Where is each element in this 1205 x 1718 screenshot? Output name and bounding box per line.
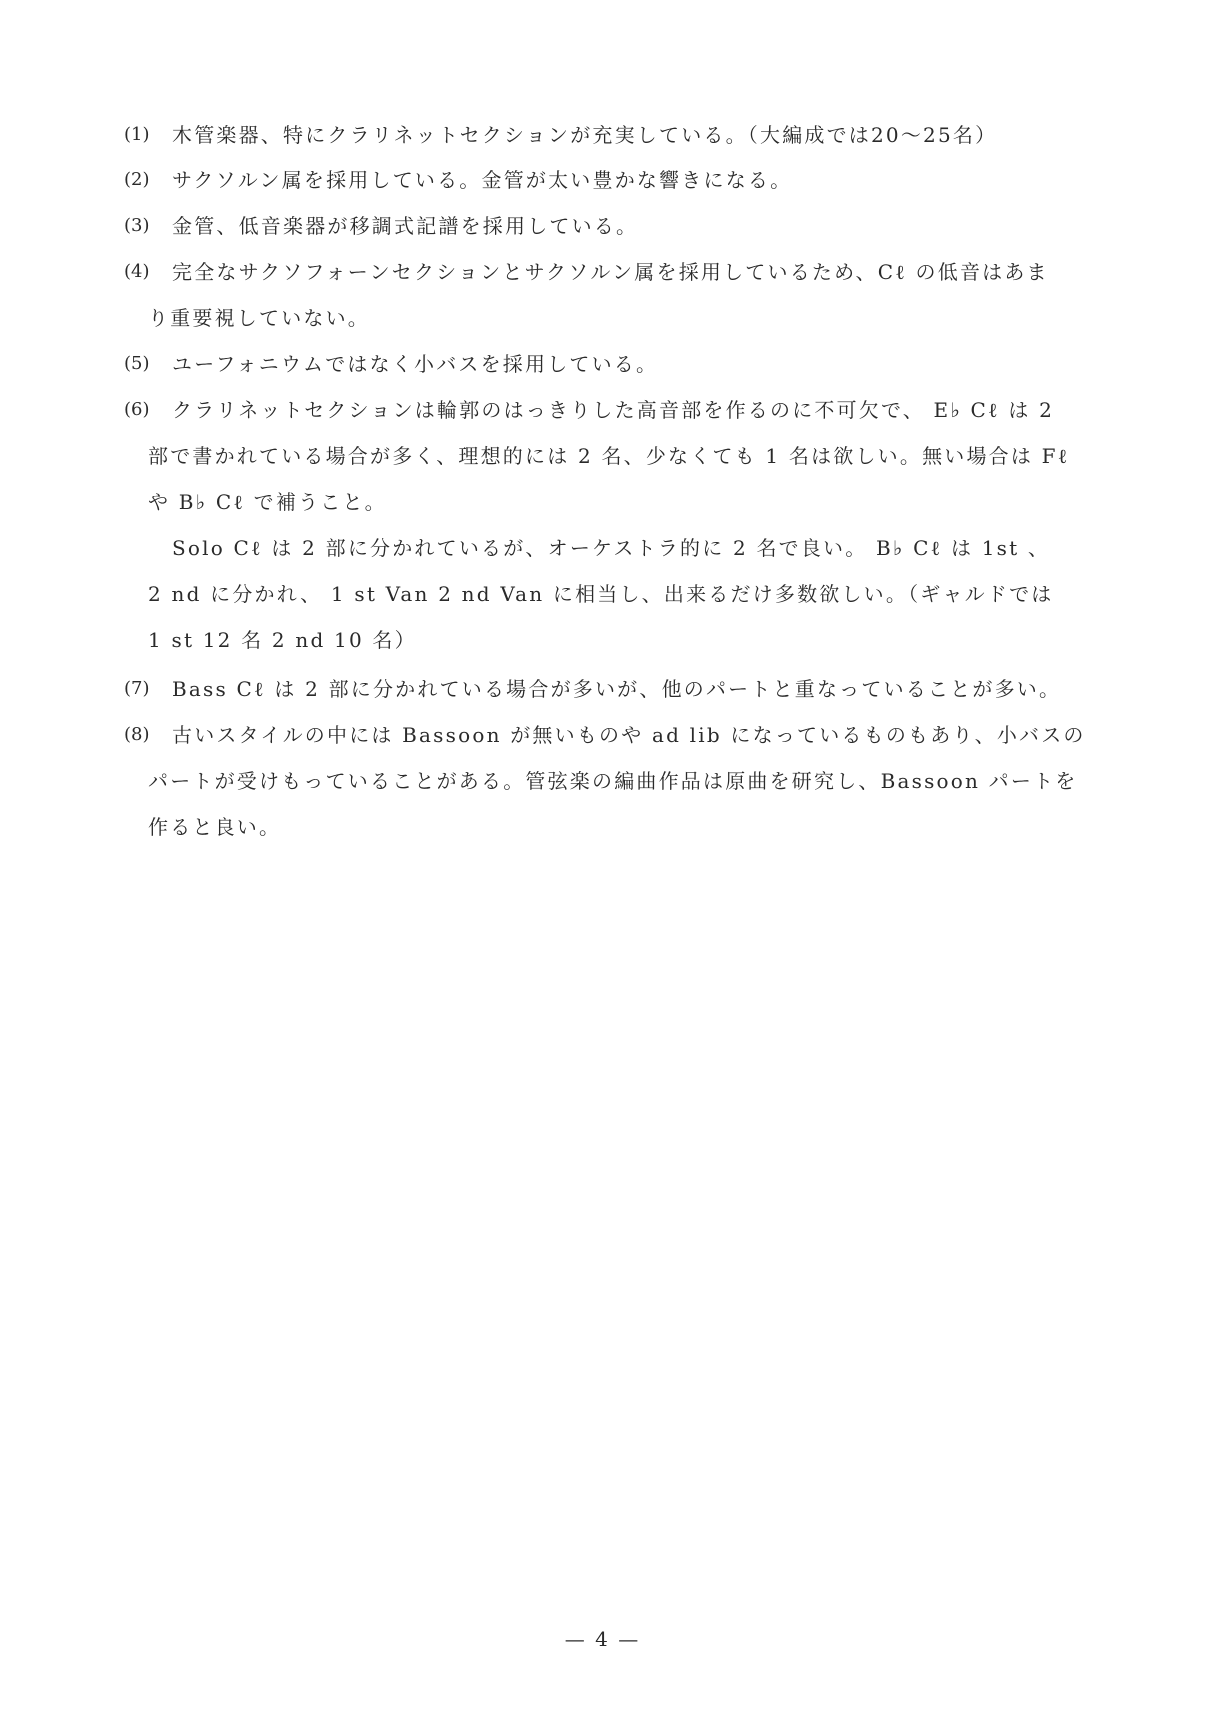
- item-number: (5): [124, 353, 150, 374]
- item-text-line: ユーフォニウムではなく小バスを採用している。: [172, 352, 659, 376]
- list-item-1: [124, 112, 1084, 158]
- item-subparagraph-line: 2 nd に分かれ、 1 st Van 2 nd Van に相当し、出来るだけ多数欲しい。（ギャルドでは: [148, 582, 1054, 606]
- item-text-line: 木管楽器、特にクラリネットセクションが充実している。（大編成では20〜25名）: [172, 123, 998, 147]
- item-text-line: クラリネットセクションは輪郭のはっきりした高音部を作るのに不可欠で、 E♭ Cℓ は 2: [172, 398, 1055, 422]
- item-text-line: Bass Cℓ は 2 部に分かれている場合が多いが、他のパートと重なっていることが多い。: [172, 677, 1062, 701]
- list-item-7: [124, 666, 1084, 712]
- list-item-4: [124, 249, 1084, 341]
- item-number: (7): [124, 678, 150, 699]
- item-number: (3): [124, 215, 150, 236]
- item-text-line: 金管、低音楽器が移調式記譜を採用している。: [172, 214, 639, 238]
- page-number: — 4 —: [564, 1627, 641, 1651]
- item-text-line: り重要視していない。: [148, 306, 370, 330]
- item-text-line: 完全なサクソフォーンセクションとサクソルン属を採用しているため、Cℓ の低音はあま: [172, 260, 1049, 284]
- list-item-2: [124, 157, 1084, 203]
- list-item-6: [124, 387, 1084, 663]
- item-subparagraph-line: 1 st 12 名 2 nd 10 名）: [148, 628, 417, 652]
- item-text-line: パートが受けもっていることがある。管弦楽の編曲作品は原曲を研究し、Bassoon パートを: [148, 769, 1078, 793]
- item-number: (1): [124, 124, 150, 145]
- item-text-line: 部で書かれている場合が多く、理想的には 2 名、少なくても 1 名は欲しい。無い場合は Fℓ: [148, 444, 1070, 468]
- item-number: (6): [124, 399, 150, 420]
- item-subparagraph-line: Solo Cℓ は 2 部に分かれているが、オーケストラ的に 2 名で良い。 B♭ Cℓ は 1st 、: [172, 536, 1051, 560]
- item-text-line: サクソルン属を採用している。金管が太い豊かな響きになる。: [172, 168, 793, 192]
- item-number: (8): [124, 724, 150, 745]
- item-text-line: 作ると良い。: [148, 815, 282, 839]
- item-number: (4): [124, 261, 150, 282]
- item-text-line: や B♭ Cℓ で補うこと。: [148, 490, 387, 514]
- item-number: (2): [124, 169, 150, 190]
- list-item-3: [124, 203, 1084, 249]
- list-item-5: [124, 341, 1084, 387]
- list-item-8: [124, 712, 1084, 850]
- item-text-line: 古いスタイルの中には Bassoon が無いものや ad lib になっているものもあり、小バスの: [172, 723, 1086, 747]
